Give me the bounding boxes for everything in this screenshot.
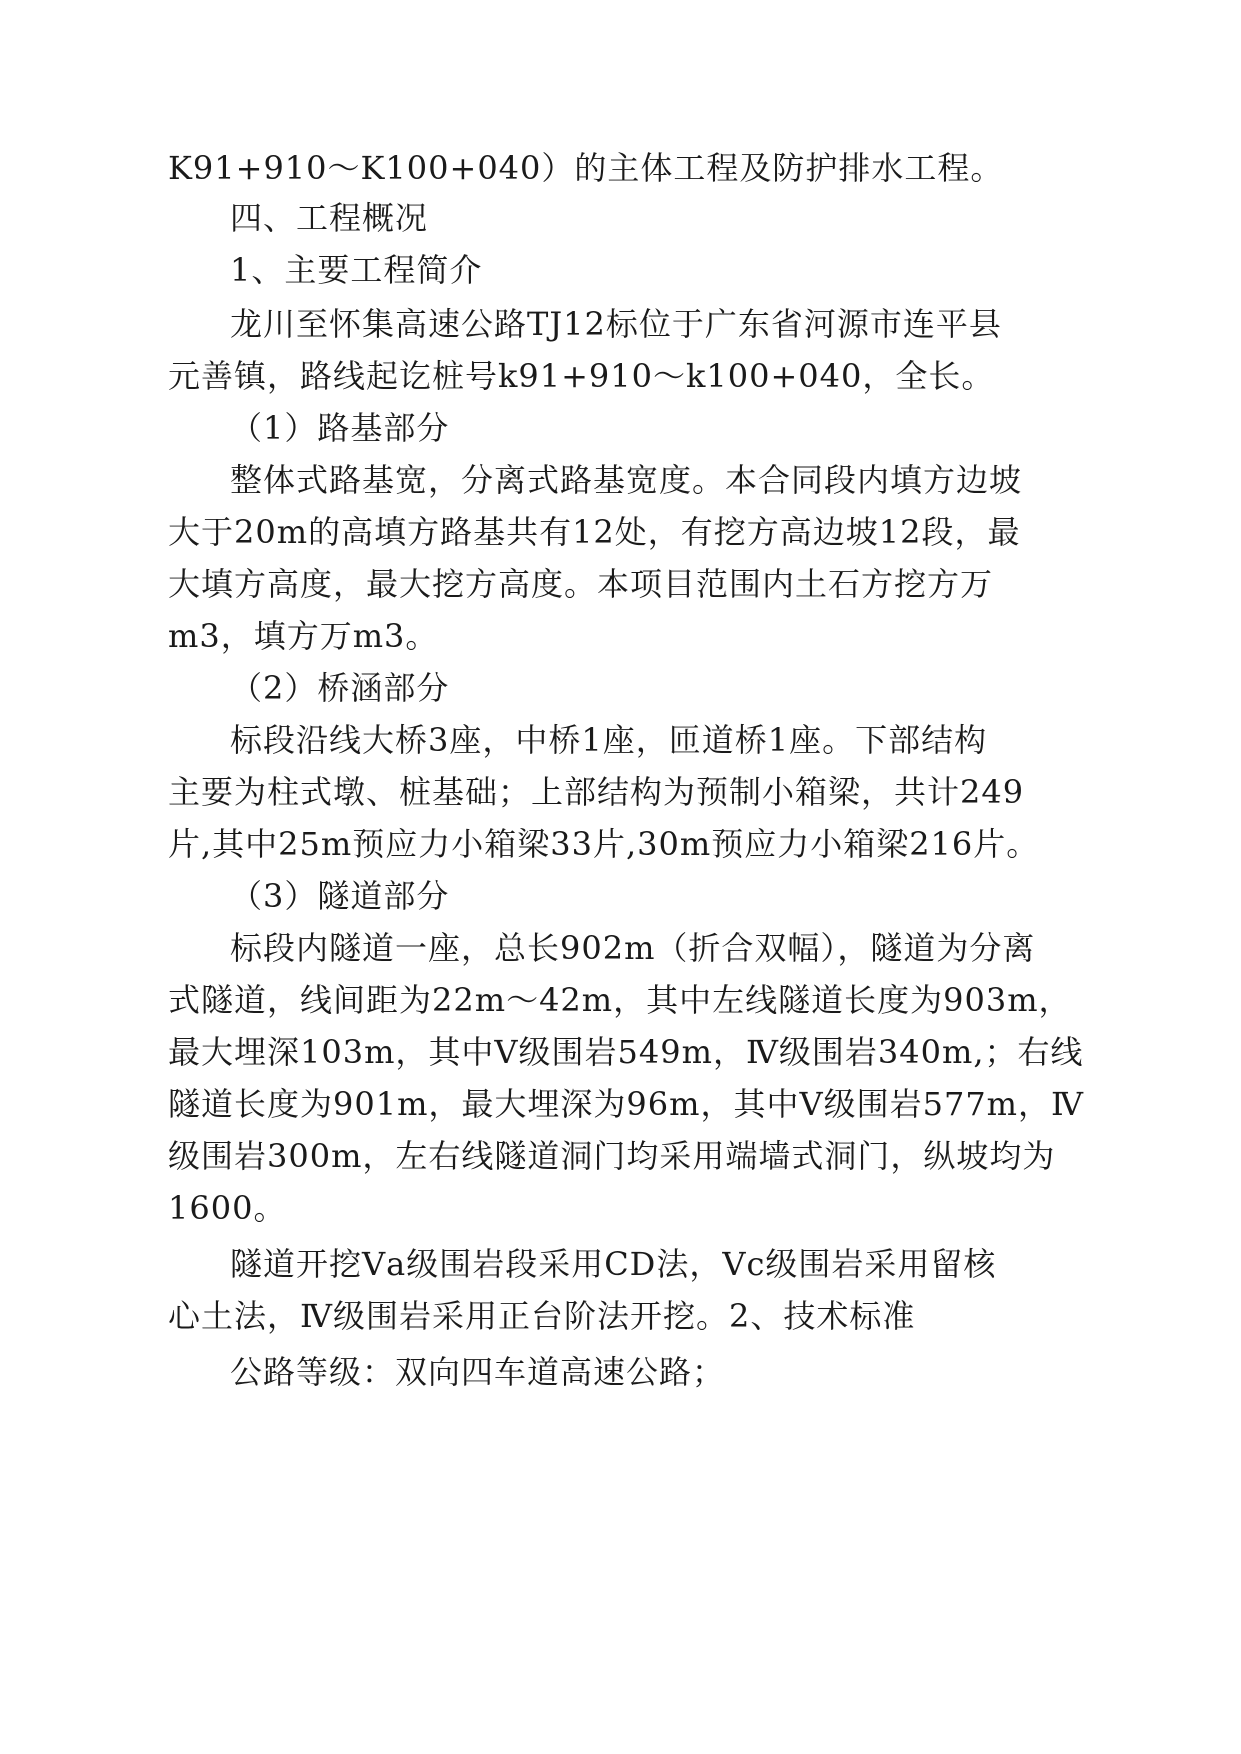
body-line-19: 隧道长度为901m，最大埋深为96m，其中Ⅴ级围岩577m，Ⅳ [168, 1085, 1084, 1123]
body-line-14: 片,其中25m预应力小箱梁33片,30m预应力小箱梁216片。 [168, 825, 1040, 863]
body-line-18: 最大埋深103m，其中Ⅴ级围岩549m，Ⅳ级围岩340m,；右线 [168, 1033, 1084, 1071]
body-line-4: 龙川至怀集高速公路TJ12标位于广东省河源市连平县 [230, 305, 1002, 343]
body-line-9: 大填方高度，最大挖方高度。本项目范围内土石方挖方万 [168, 565, 994, 603]
body-line-16: 标段内隧道一座，总长902m（折合双幅），隧道为分离 [230, 929, 1036, 967]
subsection-heading-bridge: （2）桥涵部分 [230, 669, 450, 707]
body-line-21: 1600。 [168, 1189, 287, 1227]
body-line-22: 隧道开挖Ⅴa级围岩段采用CD法，Ⅴc级围岩采用留核 [230, 1245, 997, 1283]
subsection-heading-roadbed: （1）路基部分 [230, 409, 450, 447]
subsection-heading-tunnel: （3）隧道部分 [230, 877, 450, 915]
body-line-10: m3，填方万m3。 [168, 617, 439, 655]
section-heading-4: 四、工程概况 [230, 199, 429, 237]
body-line-13: 主要为柱式墩、桩基础；上部结构为预制小箱梁，共计249 [168, 773, 1025, 811]
body-line-1: K91+910～K100+040）的主体工程及防护排水工程。 [168, 149, 1004, 187]
body-line-17: 式隧道，线间距为22m～42m，其中左线隧道长度为903m， [168, 981, 1072, 1019]
body-line-12: 标段沿线大桥3座，中桥1座，匝道桥1座。下部结构 [230, 721, 988, 759]
body-line-23: 心土法，Ⅳ级围岩采用正台阶法开挖。2、技术标准 [168, 1297, 916, 1335]
body-line-5: 元善镇，路线起讫桩号k91+910～k100+040，全长。 [168, 357, 995, 395]
body-line-20: 级围岩300m，左右线隧道洞门均采用端墙式洞门，纵坡均为 [168, 1137, 1056, 1175]
body-line-24: 公路等级：双向四车道高速公路； [230, 1353, 726, 1391]
body-line-7: 整体式路基宽，分离式路基宽度。本合同段内填方边坡 [230, 461, 1023, 499]
body-line-8: 大于20m的高填方路基共有12处，有挖方高边坡12段，最 [168, 513, 1021, 551]
subsection-heading-1: 1、主要工程简介 [230, 251, 483, 289]
